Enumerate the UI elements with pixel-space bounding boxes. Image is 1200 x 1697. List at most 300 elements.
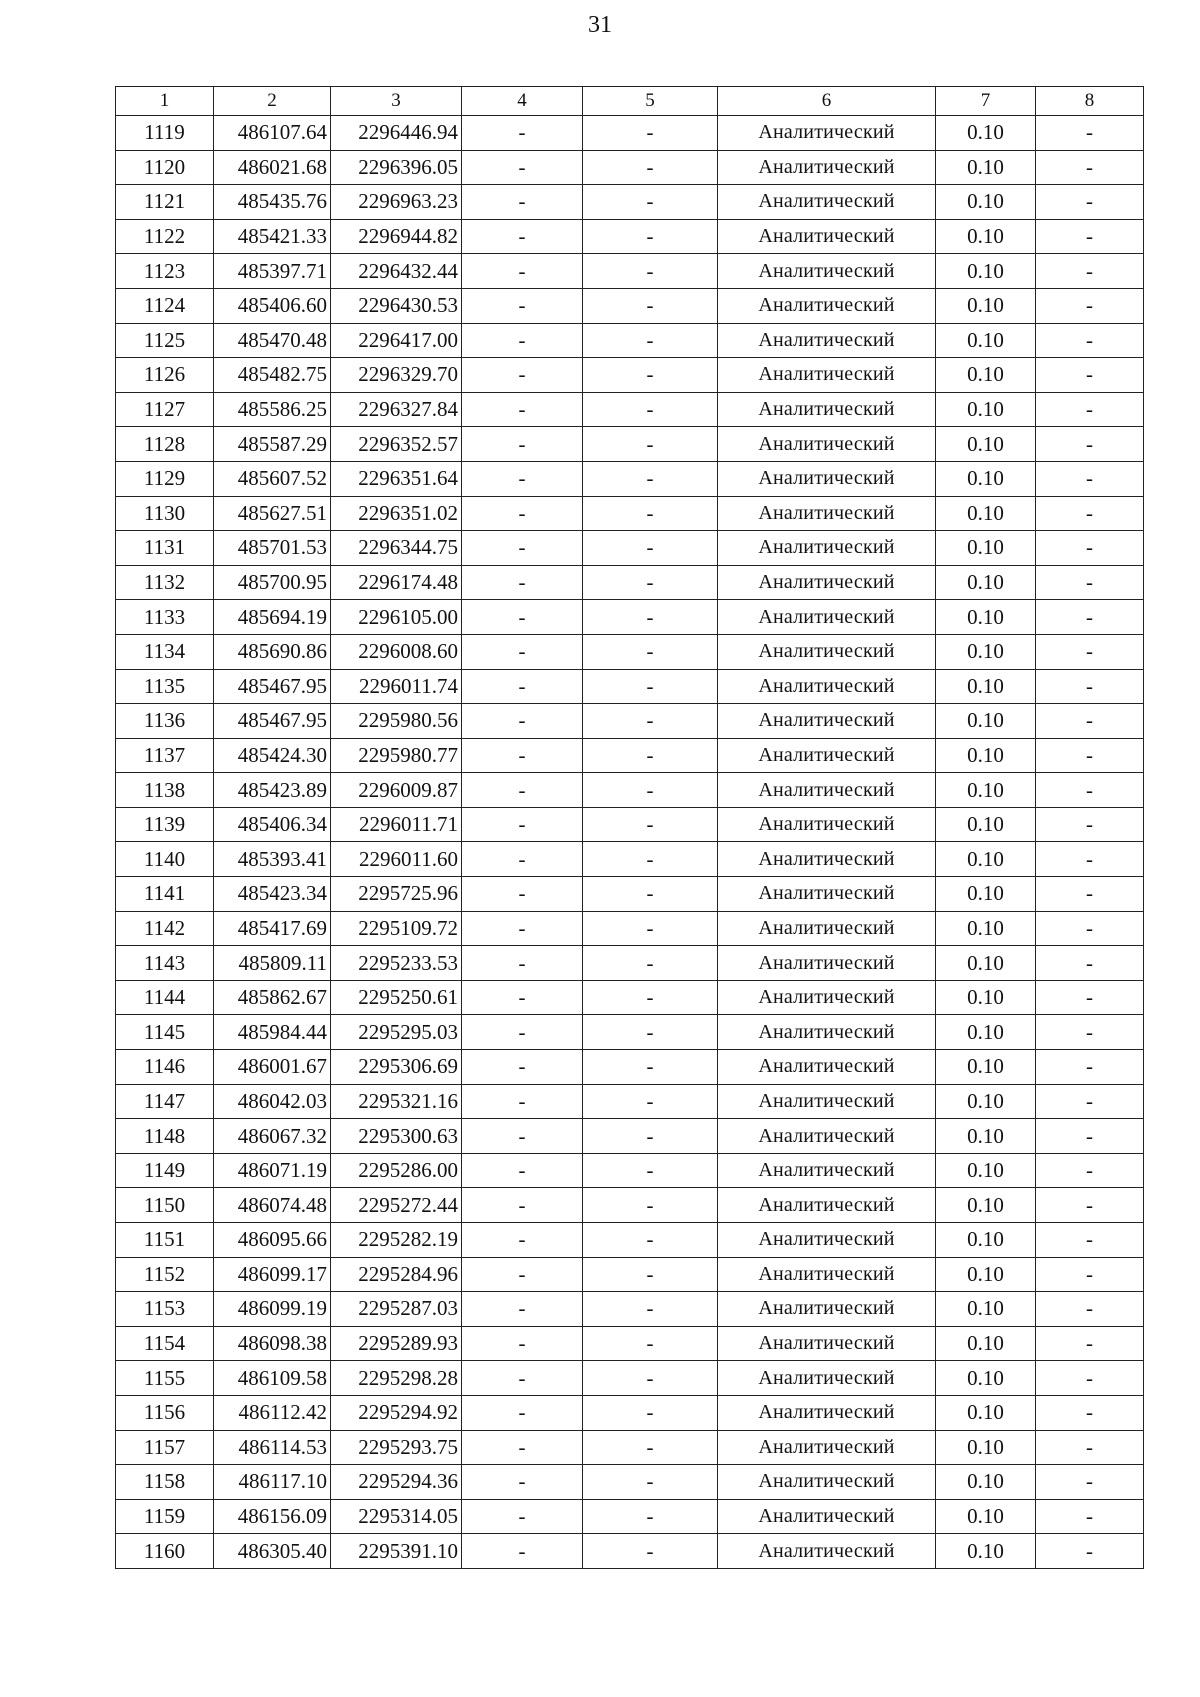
y-coordinate-cell: 2296009.87 [331,773,462,808]
x-coordinate-cell: 485862.67 [214,980,331,1015]
point-number-cell: 1138 [116,773,214,808]
determination-method-cell: Аналитический [718,634,936,669]
col-8-value-cell: - [1036,738,1144,773]
y-coordinate-cell: 2295314.05 [331,1499,462,1534]
determination-method-cell: Аналитический [718,1223,936,1258]
col-8-value-cell: - [1036,254,1144,289]
col-8-value-cell: - [1036,185,1144,220]
accuracy-cell: 0.10 [936,288,1036,323]
y-coordinate-cell: 2296430.53 [331,288,462,323]
point-number-cell: 1119 [116,116,214,151]
col-5-value-cell: - [583,1395,718,1430]
point-number-cell: 1137 [116,738,214,773]
col-8-value-cell: - [1036,116,1144,151]
table-row [116,946,1144,981]
x-coordinate-cell: 485467.95 [214,669,331,704]
determination-method-cell: Аналитический [718,358,936,393]
col-4-value-cell: - [462,531,583,566]
determination-method-cell: Аналитический [718,600,936,635]
point-number-cell: 1147 [116,1084,214,1119]
page-number: 31 [588,12,612,38]
x-coordinate-cell: 486099.19 [214,1292,331,1327]
col-8-value-cell: - [1036,807,1144,842]
table-row [116,634,1144,669]
column-header-5: 5 [583,87,718,116]
determination-method-cell: Аналитический [718,496,936,531]
col-4-value-cell: - [462,1153,583,1188]
accuracy-cell: 0.10 [936,323,1036,358]
accuracy-cell: 0.10 [936,600,1036,635]
determination-method-cell: Аналитический [718,185,936,220]
col-4-value-cell: - [462,600,583,635]
point-number-cell: 1123 [116,254,214,289]
x-coordinate-cell: 486305.40 [214,1534,331,1569]
table-row [116,1499,1144,1534]
table-row [116,1361,1144,1396]
accuracy-cell: 0.10 [936,669,1036,704]
col-8-value-cell: - [1036,946,1144,981]
table-row [116,1465,1144,1500]
accuracy-cell: 0.10 [936,1257,1036,1292]
y-coordinate-cell: 2296352.57 [331,427,462,462]
point-number-cell: 1139 [116,807,214,842]
table-row [116,1050,1144,1085]
accuracy-cell: 0.10 [936,358,1036,393]
accuracy-cell: 0.10 [936,877,1036,912]
col-5-value-cell: - [583,254,718,289]
determination-method-cell: Аналитический [718,1395,936,1430]
accuracy-cell: 0.10 [936,565,1036,600]
point-number-cell: 1141 [116,877,214,912]
point-number-cell: 1125 [116,323,214,358]
x-coordinate-cell: 485701.53 [214,531,331,566]
table-row [116,807,1144,842]
x-coordinate-cell: 485694.19 [214,600,331,635]
col-8-value-cell: - [1036,1257,1144,1292]
table-row [116,704,1144,739]
point-number-cell: 1154 [116,1326,214,1361]
col-5-value-cell: - [583,392,718,427]
col-8-value-cell: - [1036,600,1144,635]
col-8-value-cell: - [1036,1188,1144,1223]
accuracy-cell: 0.10 [936,1223,1036,1258]
col-4-value-cell: - [462,150,583,185]
col-8-value-cell: - [1036,1015,1144,1050]
accuracy-cell: 0.10 [936,496,1036,531]
col-4-value-cell: - [462,185,583,220]
accuracy-cell: 0.10 [936,116,1036,151]
col-5-value-cell: - [583,116,718,151]
point-number-cell: 1156 [116,1395,214,1430]
col-8-value-cell: - [1036,427,1144,462]
col-8-value-cell: - [1036,496,1144,531]
table-row [116,842,1144,877]
y-coordinate-cell: 2295286.00 [331,1153,462,1188]
col-8-value-cell: - [1036,1499,1144,1534]
table-row [116,1223,1144,1258]
x-coordinate-cell: 486107.64 [214,116,331,151]
determination-method-cell: Аналитический [718,288,936,323]
accuracy-cell: 0.10 [936,1395,1036,1430]
table-row [116,669,1144,704]
column-header-3: 3 [331,87,462,116]
table-row [116,1534,1144,1569]
table-row [116,1015,1144,1050]
table-row [116,1188,1144,1223]
accuracy-cell: 0.10 [936,1499,1036,1534]
accuracy-cell: 0.10 [936,634,1036,669]
col-8-value-cell: - [1036,1050,1144,1085]
col-5-value-cell: - [583,842,718,877]
x-coordinate-cell: 486021.68 [214,150,331,185]
y-coordinate-cell: 2296105.00 [331,600,462,635]
col-5-value-cell: - [583,219,718,254]
col-8-value-cell: - [1036,288,1144,323]
point-number-cell: 1145 [116,1015,214,1050]
y-coordinate-cell: 2295321.16 [331,1084,462,1119]
accuracy-cell: 0.10 [936,427,1036,462]
determination-method-cell: Аналитический [718,1326,936,1361]
table-row [116,1395,1144,1430]
table-row [116,773,1144,808]
y-coordinate-cell: 2296174.48 [331,565,462,600]
x-coordinate-cell: 485423.34 [214,877,331,912]
col-8-value-cell: - [1036,461,1144,496]
determination-method-cell: Аналитический [718,150,936,185]
y-coordinate-cell: 2295298.28 [331,1361,462,1396]
accuracy-cell: 0.10 [936,1361,1036,1396]
col-8-value-cell: - [1036,1361,1144,1396]
determination-method-cell: Аналитический [718,877,936,912]
col-4-value-cell: - [462,1292,583,1327]
y-coordinate-cell: 2296011.60 [331,842,462,877]
col-8-value-cell: - [1036,773,1144,808]
col-8-value-cell: - [1036,531,1144,566]
col-4-value-cell: - [462,427,583,462]
column-header-7: 7 [936,87,1036,116]
x-coordinate-cell: 485406.60 [214,288,331,323]
col-5-value-cell: - [583,1050,718,1085]
col-5-value-cell: - [583,877,718,912]
point-number-cell: 1144 [116,980,214,1015]
y-coordinate-cell: 2296446.94 [331,116,462,151]
x-coordinate-cell: 485421.33 [214,219,331,254]
table-row [116,531,1144,566]
x-coordinate-cell: 486067.32 [214,1119,331,1154]
x-coordinate-cell: 486109.58 [214,1361,331,1396]
col-8-value-cell: - [1036,842,1144,877]
col-5-value-cell: - [583,1292,718,1327]
col-5-value-cell: - [583,1119,718,1154]
y-coordinate-cell: 2296011.71 [331,807,462,842]
y-coordinate-cell: 2295725.96 [331,877,462,912]
x-coordinate-cell: 485482.75 [214,358,331,393]
determination-method-cell: Аналитический [718,254,936,289]
col-4-value-cell: - [462,946,583,981]
y-coordinate-cell: 2296351.64 [331,461,462,496]
accuracy-cell: 0.10 [936,531,1036,566]
col-8-value-cell: - [1036,911,1144,946]
point-number-cell: 1155 [116,1361,214,1396]
y-coordinate-cell: 2295294.92 [331,1395,462,1430]
col-5-value-cell: - [583,1223,718,1258]
table-row [116,288,1144,323]
col-4-value-cell: - [462,842,583,877]
accuracy-cell: 0.10 [936,1050,1036,1085]
col-8-value-cell: - [1036,1119,1144,1154]
y-coordinate-cell: 2295250.61 [331,980,462,1015]
col-4-value-cell: - [462,1119,583,1154]
table-row [116,877,1144,912]
table-body [116,116,1144,1569]
determination-method-cell: Аналитический [718,1465,936,1500]
point-number-cell: 1131 [116,531,214,566]
determination-method-cell: Аналитический [718,1534,936,1569]
col-4-value-cell: - [462,704,583,739]
accuracy-cell: 0.10 [936,911,1036,946]
x-coordinate-cell: 486071.19 [214,1153,331,1188]
accuracy-cell: 0.10 [936,980,1036,1015]
col-4-value-cell: - [462,392,583,427]
y-coordinate-cell: 2295287.03 [331,1292,462,1327]
determination-method-cell: Аналитический [718,773,936,808]
point-number-cell: 1151 [116,1223,214,1258]
col-4-value-cell: - [462,1084,583,1119]
y-coordinate-cell: 2296329.70 [331,358,462,393]
col-5-value-cell: - [583,704,718,739]
determination-method-cell: Аналитический [718,1292,936,1327]
col-8-value-cell: - [1036,358,1144,393]
table-row [116,911,1144,946]
col-5-value-cell: - [583,946,718,981]
table-row [116,1119,1144,1154]
y-coordinate-cell: 2296963.23 [331,185,462,220]
table-row [116,1153,1144,1188]
x-coordinate-cell: 485627.51 [214,496,331,531]
point-number-cell: 1150 [116,1188,214,1223]
col-5-value-cell: - [583,1465,718,1500]
col-4-value-cell: - [462,1223,583,1258]
col-8-value-cell: - [1036,1153,1144,1188]
determination-method-cell: Аналитический [718,1499,936,1534]
col-5-value-cell: - [583,150,718,185]
point-number-cell: 1122 [116,219,214,254]
determination-method-cell: Аналитический [718,911,936,946]
table-row [116,219,1144,254]
determination-method-cell: Аналитический [718,116,936,151]
y-coordinate-cell: 2295980.56 [331,704,462,739]
point-number-cell: 1121 [116,185,214,220]
y-coordinate-cell: 2295980.77 [331,738,462,773]
y-coordinate-cell: 2296396.05 [331,150,462,185]
accuracy-cell: 0.10 [936,1119,1036,1154]
y-coordinate-cell: 2295109.72 [331,911,462,946]
point-number-cell: 1143 [116,946,214,981]
column-header-6: 6 [718,87,936,116]
point-number-cell: 1146 [116,1050,214,1085]
table-row [116,738,1144,773]
determination-method-cell: Аналитический [718,807,936,842]
col-8-value-cell: - [1036,1465,1144,1500]
col-8-value-cell: - [1036,323,1144,358]
col-5-value-cell: - [583,461,718,496]
table-row [116,323,1144,358]
col-5-value-cell: - [583,773,718,808]
y-coordinate-cell: 2296008.60 [331,634,462,669]
col-5-value-cell: - [583,911,718,946]
col-4-value-cell: - [462,496,583,531]
table-row [116,496,1144,531]
x-coordinate-cell: 485809.11 [214,946,331,981]
col-5-value-cell: - [583,185,718,220]
col-4-value-cell: - [462,1361,583,1396]
accuracy-cell: 0.10 [936,1534,1036,1569]
col-5-value-cell: - [583,738,718,773]
col-8-value-cell: - [1036,1395,1144,1430]
col-5-value-cell: - [583,1499,718,1534]
point-number-cell: 1120 [116,150,214,185]
point-number-cell: 1135 [116,669,214,704]
col-5-value-cell: - [583,1534,718,1569]
col-4-value-cell: - [462,323,583,358]
col-4-value-cell: - [462,565,583,600]
col-4-value-cell: - [462,877,583,912]
x-coordinate-cell: 485424.30 [214,738,331,773]
x-coordinate-cell: 485470.48 [214,323,331,358]
y-coordinate-cell: 2295233.53 [331,946,462,981]
col-8-value-cell: - [1036,219,1144,254]
x-coordinate-cell: 485435.76 [214,185,331,220]
accuracy-cell: 0.10 [936,1084,1036,1119]
accuracy-cell: 0.10 [936,704,1036,739]
x-coordinate-cell: 486042.03 [214,1084,331,1119]
determination-method-cell: Аналитический [718,392,936,427]
point-number-cell: 1126 [116,358,214,393]
accuracy-cell: 0.10 [936,1326,1036,1361]
col-5-value-cell: - [583,1257,718,1292]
col-4-value-cell: - [462,1499,583,1534]
point-number-cell: 1157 [116,1430,214,1465]
col-5-value-cell: - [583,634,718,669]
column-header-8: 8 [1036,87,1144,116]
y-coordinate-cell: 2296944.82 [331,219,462,254]
col-8-value-cell: - [1036,1223,1144,1258]
accuracy-cell: 0.10 [936,773,1036,808]
determination-method-cell: Аналитический [718,1050,936,1085]
table-row [116,427,1144,462]
determination-method-cell: Аналитический [718,1153,936,1188]
table-row [116,565,1144,600]
accuracy-cell: 0.10 [936,392,1036,427]
table-row [116,600,1144,635]
col-5-value-cell: - [583,1430,718,1465]
x-coordinate-cell: 485690.86 [214,634,331,669]
col-5-value-cell: - [583,288,718,323]
col-4-value-cell: - [462,219,583,254]
x-coordinate-cell: 486098.38 [214,1326,331,1361]
x-coordinate-cell: 486074.48 [214,1188,331,1223]
x-coordinate-cell: 485607.52 [214,461,331,496]
coordinates-table [115,86,1144,1569]
y-coordinate-cell: 2296011.74 [331,669,462,704]
accuracy-cell: 0.10 [936,254,1036,289]
column-header-2: 2 [214,87,331,116]
y-coordinate-cell: 2295391.10 [331,1534,462,1569]
determination-method-cell: Аналитический [718,946,936,981]
determination-method-cell: Аналитический [718,738,936,773]
determination-method-cell: Аналитический [718,1084,936,1119]
col-4-value-cell: - [462,1326,583,1361]
point-number-cell: 1129 [116,461,214,496]
accuracy-cell: 0.10 [936,842,1036,877]
col-5-value-cell: - [583,531,718,566]
col-5-value-cell: - [583,600,718,635]
col-4-value-cell: - [462,1015,583,1050]
table-row [116,1257,1144,1292]
col-5-value-cell: - [583,1153,718,1188]
col-4-value-cell: - [462,116,583,151]
col-5-value-cell: - [583,565,718,600]
col-5-value-cell: - [583,323,718,358]
x-coordinate-cell: 486112.42 [214,1395,331,1430]
accuracy-cell: 0.10 [936,1430,1036,1465]
table-row [116,1430,1144,1465]
x-coordinate-cell: 485417.69 [214,911,331,946]
x-coordinate-cell: 485700.95 [214,565,331,600]
accuracy-cell: 0.10 [936,1292,1036,1327]
column-header-1: 1 [116,87,214,116]
col-8-value-cell: - [1036,669,1144,704]
accuracy-cell: 0.10 [936,1015,1036,1050]
table-row [116,254,1144,289]
x-coordinate-cell: 486156.09 [214,1499,331,1534]
determination-method-cell: Аналитический [718,704,936,739]
point-number-cell: 1136 [116,704,214,739]
determination-method-cell: Аналитический [718,427,936,462]
col-4-value-cell: - [462,1257,583,1292]
col-5-value-cell: - [583,669,718,704]
x-coordinate-cell: 486095.66 [214,1223,331,1258]
y-coordinate-cell: 2295272.44 [331,1188,462,1223]
y-coordinate-cell: 2295293.75 [331,1430,462,1465]
x-coordinate-cell: 486099.17 [214,1257,331,1292]
col-5-value-cell: - [583,980,718,1015]
determination-method-cell: Аналитический [718,980,936,1015]
point-number-cell: 1140 [116,842,214,877]
col-8-value-cell: - [1036,1430,1144,1465]
accuracy-cell: 0.10 [936,738,1036,773]
col-8-value-cell: - [1036,392,1144,427]
table-row [116,358,1144,393]
col-4-value-cell: - [462,911,583,946]
determination-method-cell: Аналитический [718,531,936,566]
col-4-value-cell: - [462,1188,583,1223]
determination-method-cell: Аналитический [718,1361,936,1396]
y-coordinate-cell: 2295295.03 [331,1015,462,1050]
col-4-value-cell: - [462,1050,583,1085]
y-coordinate-cell: 2296417.00 [331,323,462,358]
y-coordinate-cell: 2296432.44 [331,254,462,289]
col-5-value-cell: - [583,1361,718,1396]
point-number-cell: 1134 [116,634,214,669]
x-coordinate-cell: 486114.53 [214,1430,331,1465]
table-row [116,392,1144,427]
col-4-value-cell: - [462,980,583,1015]
column-header-4: 4 [462,87,583,116]
y-coordinate-cell: 2295282.19 [331,1223,462,1258]
accuracy-cell: 0.10 [936,219,1036,254]
accuracy-cell: 0.10 [936,1153,1036,1188]
